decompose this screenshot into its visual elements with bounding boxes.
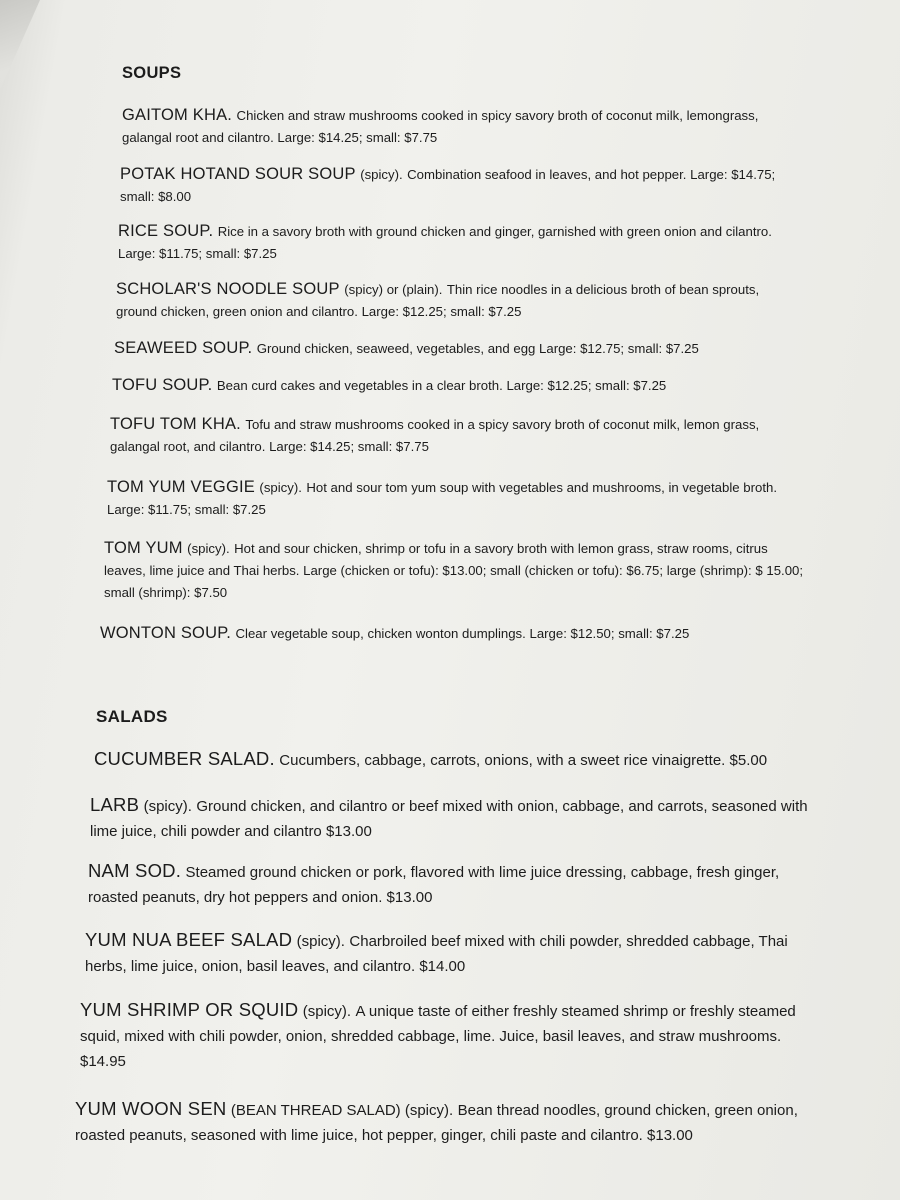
menu-item-gaitom-kha <box>122 104 772 149</box>
item-description: Tofu and straw mushrooms cooked in a spicy savory broth of coconut milk, lemon grass, galangal root, and cilantro. Large: $14.25; small: $7.75 <box>110 417 760 454</box>
item-description: Steamed ground chicken or pork, flavored with lime juice dressing, cabbage, fresh ginger, roasted peanuts, dry hot peppers and onion. $13.00 <box>88 864 780 906</box>
menu-item-tofu-tom-kha <box>110 413 780 458</box>
item-name: SCHOLAR'S NOODLE SOUP <box>116 280 340 298</box>
menu-item-yum-woon-sen <box>75 1096 840 1148</box>
item-description: Ground chicken, seaweed, vegetables, and egg Large: $12.75; small: $7.25 <box>256 341 699 356</box>
item-description: Clear vegetable soup, chicken wonton dumplings. Large: $12.50; small: $7.25 <box>235 626 690 641</box>
item-tag: (spicy). <box>360 167 403 182</box>
item-name: LARB <box>90 794 140 815</box>
item-name: NAM SOD. <box>88 860 182 881</box>
menu-item-tom-yum <box>104 537 804 604</box>
item-name: RICE SOUP. <box>118 222 214 240</box>
item-tag: (spicy). <box>187 541 230 556</box>
menu-item-potak-soup <box>120 163 780 208</box>
item-description: Chicken and straw mushrooms cooked in spicy savory broth of coconut milk, lemongrass, galangal root and cilantro. Large: $14.25; small: $7.75 <box>122 108 759 145</box>
item-tag: (spicy) or (plain). <box>344 282 443 297</box>
item-name: TOM YUM <box>104 539 183 557</box>
item-description: Rice in a savory broth with ground chicken and ginger, garnished with green onion and cilantro. Large: $11.75; small: $7.25 <box>118 224 772 261</box>
item-description: Ground chicken, and cilantro or beef mixed with onion, cabbage, and carrots, seasoned with lime juice, chili powder and cilantro $13.00 <box>90 798 808 840</box>
item-name: SEAWEED SOUP. <box>114 339 253 357</box>
item-description: Hot and sour tom yum soup with vegetables and mushrooms, in vegetable broth. Large: $11.75; small: $7.25 <box>107 480 777 517</box>
item-tag: (BEAN THREAD SALAD) (spicy). <box>230 1102 454 1119</box>
item-tag: (spicy). <box>302 1003 352 1020</box>
menu-item-scholars-noodle-soup <box>116 278 782 323</box>
item-name: WONTON SOUP. <box>100 624 232 642</box>
item-name: YUM SHRIMP OR SQUID <box>80 999 299 1020</box>
menu-item-tofu-soup <box>112 374 812 397</box>
item-description: A unique taste of either freshly steamed shrimp or freshly steamed squid, mixed with chili powder, onion, shredded cabbage, lime. Juice, basil leaves, and straw mushrooms. $14.95 <box>80 1003 796 1070</box>
item-name: YUM WOON SEN <box>75 1098 227 1119</box>
item-description: Bean curd cakes and vegetables in a clear broth. Large: $12.25; small: $7.25 <box>216 378 667 393</box>
item-description: Charbroiled beef mixed with chili powder, shredded cabbage, Thai herbs, lime juice, onion, basil leaves, and cilantro. $14.00 <box>85 933 788 975</box>
item-tag: (spicy). <box>296 933 345 950</box>
item-description: Bean thread noodles, ground chicken, green onion, roasted peanuts, seasoned with lime juice, hot pepper, ginger, chili paste and cilantro. $13.00 <box>75 1102 798 1144</box>
item-name: TOFU SOUP. <box>112 376 213 394</box>
salads-heading: SALADS <box>96 707 168 726</box>
item-tag: (spicy). <box>143 798 192 815</box>
menu-item-seaweed-soup <box>114 337 814 360</box>
item-tag: (spicy). <box>259 480 302 495</box>
menu-item-yum-shrimp-or-squid <box>80 997 810 1074</box>
item-description: Thin rice noodles in a delicious broth of bean sprouts, ground chicken, green onion and cilantro. Large: $12.25; small: $7.25 <box>116 282 760 319</box>
menu-item-yum-nua-beef-salad <box>85 927 820 979</box>
item-name: GAITOM KHA. <box>122 106 233 124</box>
menu-item-nam-sod <box>88 858 818 910</box>
item-name: CUCUMBER SALAD. <box>94 748 275 769</box>
item-name: POTAK HOTAND SOUR SOUP <box>120 165 356 183</box>
item-name: TOFU TOM KHA. <box>110 415 241 433</box>
item-description: Hot and sour chicken, shrimp or tofu in a savory broth with lemon grass, straw rooms, citrus leaves, lime juice and Thai herbs. Large (chicken or tofu): $13.00; small (chicken or tofu): $6.75; large (shrimp): $ 15.00; small (shrimp): $7.50 <box>104 541 804 600</box>
soups-heading: SOUPS <box>122 64 182 82</box>
item-description: Cucumbers, cabbage, carrots, onions, with a sweet rice vinaigrette. $5.00 <box>279 752 768 769</box>
item-name: YUM NUA BEEF SALAD <box>85 929 293 950</box>
menu-item-cucumber-salad <box>94 746 854 773</box>
menu-item-wonton-soup <box>100 622 840 645</box>
item-description: Combination seafood in leaves, and hot pepper. Large: $14.75; small: $8.00 <box>120 167 776 204</box>
menu-item-rice-soup <box>118 220 778 265</box>
menu-item-larb <box>90 792 810 844</box>
menu-item-tom-yum-veggie <box>107 476 787 521</box>
item-name: TOM YUM VEGGIE <box>107 478 255 496</box>
